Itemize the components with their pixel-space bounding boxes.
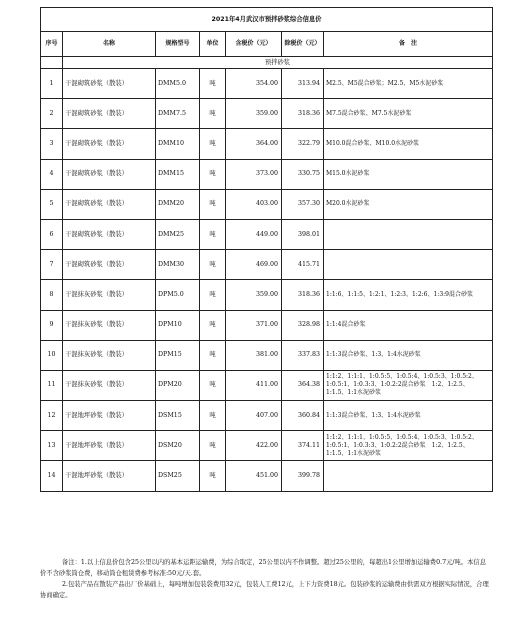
table-row [41,310,493,340]
unit: 吨 [200,461,226,491]
price-with-tax: 373.00 [226,159,282,189]
remark: 1:1:3混合砂浆、1:3、1:4水泥砂浆 [324,340,493,370]
price-with-tax: 449.00 [226,219,282,249]
product-name: 干混抹灰砂浆（散装） [63,340,156,370]
row-number: 12 [41,401,63,431]
product-name: 干混砌筑砂浆（散装） [63,99,156,129]
section-label: 预拌砂浆 [63,57,493,69]
row-number: 4 [41,159,63,189]
price-with-tax: 371.00 [226,310,282,340]
price-with-tax: 407.00 [226,401,282,431]
price-with-tax: 451.00 [226,461,282,491]
header-price-notax: 除税价（元） [282,32,324,57]
remark: M2.5、M5混合砂浆；M2.5、M5水泥砂浆 [324,69,493,99]
table-row [41,370,493,400]
row-number: 5 [41,189,63,219]
unit: 吨 [200,250,226,280]
remark: M15.0水泥砂浆 [324,159,493,189]
product-name: 干混砌筑砂浆（散装） [63,159,156,189]
product-name: 干混砌筑砂浆（散装） [63,219,156,249]
unit: 吨 [200,189,226,219]
table-row [41,461,493,491]
price-without-tax: 357.30 [282,189,324,219]
note-line: 2.包装产品在散装产品出厂价基础上，每吨增加包装袋费用32元，包装人工费12元，上下力资费18元。包装砂浆的运输费由供需双方根据实际情况，合理协商确定。 [40,581,489,599]
unit: 吨 [200,280,226,310]
table-row [41,189,493,219]
spec-code: DMM10 [156,129,200,159]
remark: 1:1:3混合砂浆、1:3、1:4水泥砂浆 [324,401,493,431]
unit: 吨 [200,99,226,129]
row-number: 3 [41,129,63,159]
row-number: 13 [41,431,63,461]
spec-code: DMM7.5 [156,99,200,129]
header-unit: 单位 [200,32,226,57]
remark: 1:1:2、1:1:1、1:0.5:5、1:0.5:4、1:0.5:3、1:0.5:2、1:0.5:1、1:0.3:3、1:0.2:2混合砂浆 1:2、1:2.5、1:1.5、1:1水泥砂浆 [324,431,493,461]
price-with-tax: 359.00 [226,280,282,310]
header-name: 名称 [63,32,156,57]
unit: 吨 [200,159,226,189]
section-spacer [41,57,63,69]
table-row [41,280,493,310]
row-number: 1 [41,69,63,99]
table-row [41,219,493,249]
remark [324,219,493,249]
product-name: 干混砌筑砂浆（散装） [63,129,156,159]
price-with-tax: 422.00 [226,431,282,461]
price-with-tax: 354.00 [226,69,282,99]
spec-code: DSM20 [156,431,200,461]
section-row [41,57,493,69]
spec-code: DPM5.0 [156,280,200,310]
unit: 吨 [200,370,226,400]
unit: 吨 [200,401,226,431]
remark [324,461,493,491]
price-without-tax: 337.83 [282,340,324,370]
unit: 吨 [200,219,226,249]
product-name: 干混地坪砂浆（散装） [63,401,156,431]
spec-code: DPM10 [156,310,200,340]
header-no: 序号 [41,32,63,57]
table-body [41,69,493,492]
spec-code: DMM20 [156,189,200,219]
remark: 1:1:6、1:1:5、1:2:1、1:2:3、1:2:6、1:3:9混合砂浆 [324,280,493,310]
price-with-tax: 359.00 [226,99,282,129]
spec-code: DMM5.0 [156,69,200,99]
unit: 吨 [200,129,226,159]
remark [324,250,493,280]
price-without-tax: 360.84 [282,401,324,431]
row-number: 2 [41,99,63,129]
price-with-tax: 403.00 [226,189,282,219]
table-row [41,431,493,461]
remark: M10.0混合砂浆、M10.0水泥砂浆 [324,129,493,159]
table-row [41,340,493,370]
product-name: 干混砌筑砂浆（散装） [63,69,156,99]
spec-code: DPM20 [156,370,200,400]
row-number: 9 [41,310,63,340]
table-row [41,250,493,280]
remark: 1:1:2、1:1:1、1:0.5:5、1:0.5:4、1:0.5:3、1:0.5:2、1:0.5:1、1:0.3:3、1:0.2:2混合砂浆 1:2、1:2.5、1:1.5、1:1水泥砂浆 [324,370,493,400]
remark: M20.0水泥砂浆 [324,189,493,219]
product-name: 干混砌筑砂浆（散装） [63,250,156,280]
product-name: 干混地坪砂浆（散装） [63,431,156,461]
table-row [41,69,493,99]
table-row [41,99,493,129]
row-number: 6 [41,219,63,249]
notes-block [40,557,492,601]
header-spec: 规格型号 [156,32,200,57]
row-number: 14 [41,461,63,491]
spec-code: DMM30 [156,250,200,280]
spec-code: DMM25 [156,219,200,249]
price-without-tax: 364.38 [282,370,324,400]
product-name: 干混抹灰砂浆（散装） [63,370,156,400]
row-number: 10 [41,340,63,370]
price-without-tax: 318.36 [282,280,324,310]
unit: 吨 [200,310,226,340]
price-table [40,7,493,492]
product-name: 干混抹灰砂浆（散装） [63,280,156,310]
price-without-tax: 322.79 [282,129,324,159]
price-without-tax: 318.36 [282,99,324,129]
table-title: 2021年4月武汉市预拌砂浆综合信息价 [41,8,493,32]
price-without-tax: 399.78 [282,461,324,491]
spec-code: DMM15 [156,159,200,189]
unit: 吨 [200,431,226,461]
spec-code: DPM15 [156,340,200,370]
price-without-tax: 330.75 [282,159,324,189]
price-without-tax: 313.94 [282,69,324,99]
product-name: 干混砌筑砂浆（散装） [63,189,156,219]
header-note: 备 注 [324,32,493,57]
price-without-tax: 415.71 [282,250,324,280]
product-name: 干混抹灰砂浆（散装） [63,310,156,340]
row-number: 7 [41,250,63,280]
row-number: 8 [41,280,63,310]
product-name: 干混地坪砂浆（散装） [63,461,156,491]
note-line: 备注：1.以上信息价包含25公里以内的基本运距运输费，为综合取定，25公里以内不作调整。超过25公里的，每超出1公里增加运输费0.7元/吨。本信息价不含砂浆筒仓费，移动筒仓租赁费参考标准:50元/天.套。 [40,559,486,577]
price-without-tax: 328.98 [282,310,324,340]
spec-code: DSM15 [156,401,200,431]
price-with-tax: 381.00 [226,340,282,370]
row-number: 11 [41,370,63,400]
header-row [41,32,493,57]
spec-code: DSM25 [156,461,200,491]
price-with-tax: 364.00 [226,129,282,159]
unit: 吨 [200,340,226,370]
price-without-tax: 374.11 [282,431,324,461]
price-without-tax: 398.01 [282,219,324,249]
unit: 吨 [200,69,226,99]
table-row [41,159,493,189]
remark: M7.5混合砂浆、M7.5水泥砂浆 [324,99,493,129]
remark: 1:1:4混合砂浆 [324,310,493,340]
price-with-tax: 469.00 [226,250,282,280]
header-price-tax: 含税价（元） [226,32,282,57]
price-with-tax: 411.00 [226,370,282,400]
table-row [41,401,493,431]
table-row [41,129,493,159]
